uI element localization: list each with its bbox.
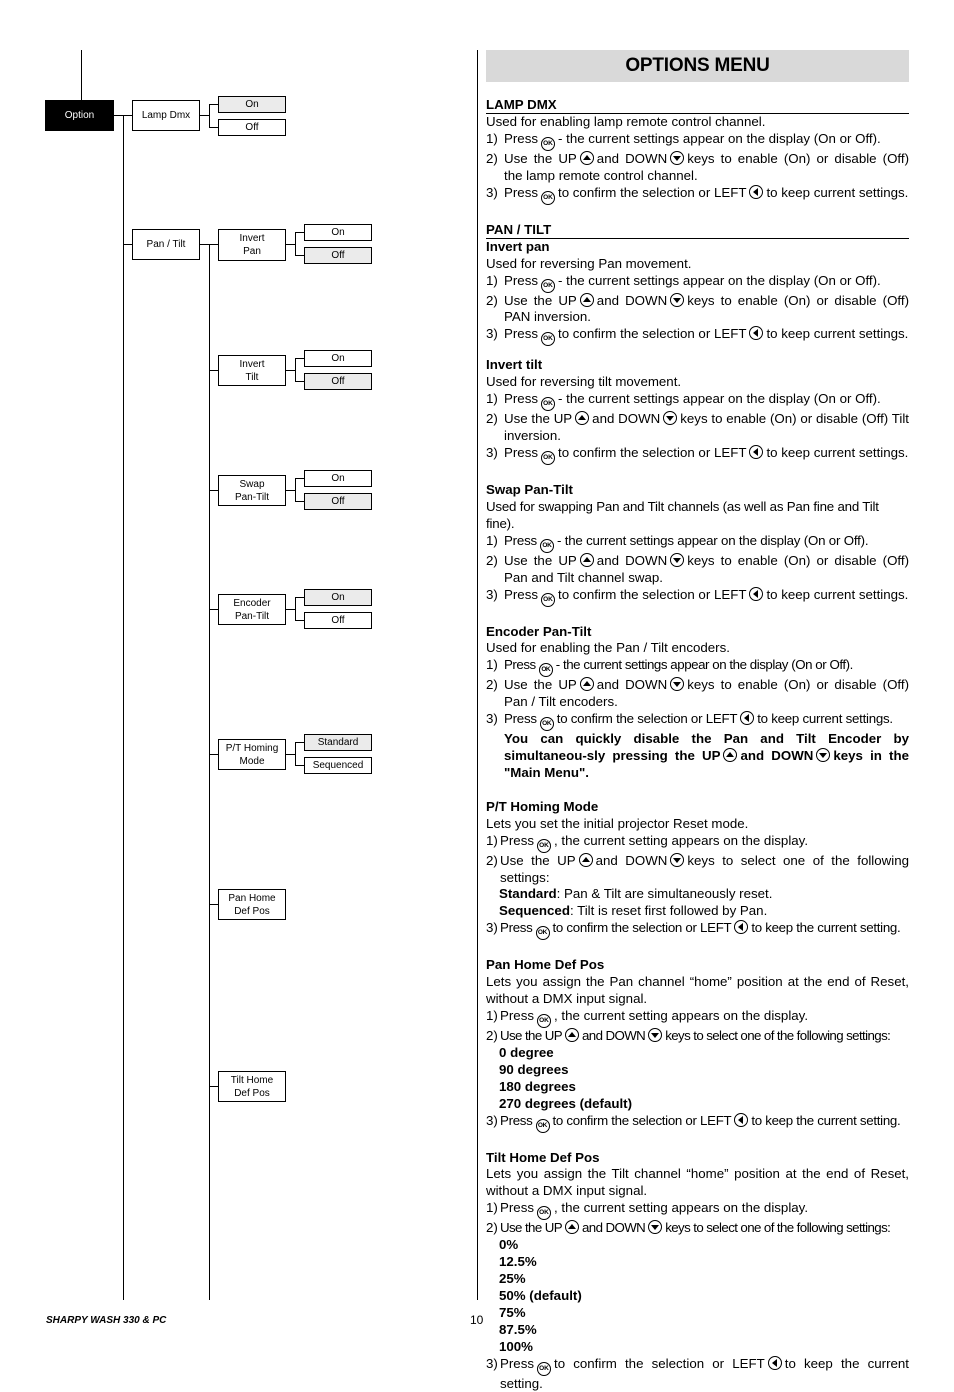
homing-standard-line: Standard: Pan & Tilt are simultaneously reset. — [486, 886, 909, 903]
ok-key-icon: OK — [536, 926, 550, 940]
ok-key-icon: OK — [541, 137, 555, 151]
options-menu-text — [486, 50, 909, 1392]
left-key-icon — [768, 1356, 782, 1370]
page-title: OPTIONS MENU — [486, 50, 909, 82]
page-number: 10 — [470, 1313, 483, 1327]
list-item: 1) Press OK - the current settings appear on the display (On or Off). — [486, 131, 909, 151]
invert-pan-on-option: On — [304, 224, 372, 241]
encoder-note: You can quickly disable the Pan and Tilt Encoder by simultaneou-sly pressing the UP and DOWN keys in the "Main Menu". — [486, 731, 909, 782]
left-key-icon — [749, 185, 763, 199]
list-item: 2) Use the UP and DOWN keys to enable (On) or disable (Off) the lamp remote control channel. — [486, 151, 909, 185]
list-item: 2) Use the UP and DOWN keys to select one of the following settings: — [486, 1220, 909, 1237]
lamp-dmx-off-option: Off — [218, 119, 286, 136]
pan-home-def-pos-node: Pan Home Def Pos — [218, 889, 286, 920]
invert-tilt-title: Invert tilt — [486, 357, 909, 374]
pan-home-def-pos-title: Pan Home Def Pos — [486, 957, 909, 974]
down-key-icon — [670, 151, 684, 165]
down-key-icon — [648, 1028, 662, 1042]
tilt-home-def-pos-title: Tilt Home Def Pos — [486, 1150, 909, 1167]
pan-tilt-title: PAN / TILT — [486, 222, 909, 239]
down-key-icon — [670, 677, 684, 691]
invert-tilt-off-option: Off — [304, 373, 372, 390]
pt-homing-mode-node: P/T Homing Mode — [218, 739, 286, 770]
ok-key-icon: OK — [541, 451, 555, 465]
column-divider — [477, 50, 478, 1300]
pan-home-def-pos-desc: Lets you assign the Pan channel “home” position at the end of Reset, without a DMX input signal. — [486, 974, 909, 1008]
list-item: 3) Press OK to confirm the selection or LEFT to keep the current setting. — [486, 1113, 909, 1133]
ok-key-icon: OK — [541, 397, 555, 411]
tilt-home-values: 0% 12.5% 25% 50% (default) 75% 87.5% 100% — [486, 1237, 909, 1355]
up-key-icon — [579, 853, 593, 867]
invert-pan-desc: Used for reversing Pan movement. — [486, 256, 909, 273]
lamp-dmx-node: Lamp Dmx — [132, 100, 200, 131]
swap-pan-tilt-on-option: On — [304, 470, 372, 487]
pt-homing-mode-desc: Lets you set the initial projector Reset mode. — [486, 816, 909, 833]
list-item: 2) Use the UP and DOWN keys to select one of the following settings: — [486, 1028, 909, 1045]
left-key-icon — [749, 445, 763, 459]
list-item: 1) Press OK - the current settings appear on the display (On or Off). — [486, 533, 909, 553]
list-item: 3) Press OK to confirm the selection or LEFT to keep current settings. — [486, 185, 909, 205]
pt-homing-sequenced-option: Sequenced — [304, 757, 372, 774]
tilt-home-def-pos-node: Tilt Home Def Pos — [218, 1071, 286, 1102]
left-key-icon — [749, 326, 763, 340]
list-item: 3) Press OK to confirm the selection or LEFT to keep the current setting. — [486, 1356, 909, 1392]
tree-trunk — [123, 115, 124, 1300]
pt-homing-standard-option: Standard — [304, 734, 372, 751]
swap-pan-tilt-desc: Used for swapping Pan and Tilt channels (as well as Pan fine and Tilt fine). — [486, 499, 909, 533]
list-item: 3) Press OK to confirm the selection or LEFT to keep the current setting. — [486, 920, 909, 940]
invert-pan-node: Invert Pan — [218, 229, 286, 261]
list-item: 1) Press OK , the current setting appears on the display. — [486, 1200, 909, 1220]
down-key-icon — [670, 553, 684, 567]
up-key-icon — [580, 677, 594, 691]
up-key-icon — [565, 1220, 579, 1234]
list-item: 2) Use the UP and DOWN keys to enable (On) or disable (Off) Pan and Tilt channel swap. — [486, 553, 909, 587]
list-item: 2) Use the UP and DOWN keys to enable (On) or disable (Off) Pan / Tilt encoders. — [486, 677, 909, 711]
list-item: 1) Press OK , the current setting appears on the display. — [486, 833, 909, 853]
ok-key-icon: OK — [537, 1014, 551, 1028]
down-key-icon — [663, 411, 677, 425]
left-key-icon — [740, 711, 754, 725]
lamp-dmx-on-option: On — [218, 96, 286, 113]
down-key-icon — [816, 748, 830, 762]
up-key-icon — [580, 293, 594, 307]
ok-key-icon: OK — [540, 539, 554, 553]
list-item: 1) Press OK , the current setting appears on the display. — [486, 1008, 909, 1028]
invert-tilt-node: Invert Tilt — [218, 355, 286, 386]
list-item: 3) Press OK to confirm the selection or LEFT to keep current settings. — [486, 711, 909, 731]
list-item: 2) Use the UP and DOWN keys to enable (On) or disable (Off) PAN inversion. — [486, 293, 909, 327]
encoder-pan-tilt-title: Encoder Pan-Tilt — [486, 624, 909, 641]
down-key-icon — [670, 293, 684, 307]
ok-key-icon: OK — [541, 279, 555, 293]
list-item: 1) Press OK - the current settings appear on the display (On or Off). — [486, 273, 909, 293]
ok-key-icon: OK — [539, 663, 553, 677]
invert-tilt-desc: Used for reversing tilt movement. — [486, 374, 909, 391]
left-key-icon — [734, 920, 748, 934]
ok-key-icon: OK — [541, 593, 555, 607]
lamp-dmx-desc: Used for enabling lamp remote control channel. — [486, 114, 909, 131]
encoder-pan-tilt-desc: Used for enabling the Pan / Tilt encoders. — [486, 640, 909, 657]
invert-pan-title: Invert pan — [486, 239, 909, 256]
tilt-home-def-pos-desc: Lets you assign the Tilt channel “home” position at the end of Reset, without a DMX input signal. — [486, 1166, 909, 1200]
up-key-icon — [575, 411, 589, 425]
list-item: 3) Press OK to confirm the selection or LEFT to keep current settings. — [486, 587, 909, 607]
list-item: 1) Press OK - the current settings appear on the display (On or Off). — [486, 391, 909, 411]
ok-key-icon: OK — [537, 839, 551, 853]
swap-pan-tilt-off-option: Off — [304, 493, 372, 510]
list-item: 1) Press OK - the current settings appear on the display (On or Off). — [486, 657, 909, 677]
swap-pan-tilt-title: Swap Pan-Tilt — [486, 482, 909, 499]
homing-sequenced-line: Sequenced: Tilt is reset first followed by Pan. — [486, 903, 909, 920]
up-key-icon — [580, 151, 594, 165]
list-item: 3) Press OK to confirm the selection or LEFT to keep current settings. — [486, 326, 909, 346]
ok-key-icon: OK — [536, 1119, 550, 1133]
pan-home-values: 0 degree 90 degrees 180 degrees 270 degrees (default) — [486, 1045, 909, 1113]
footer-product: SHARPY WASH 330 & PC — [46, 1315, 166, 1326]
down-key-icon — [670, 853, 684, 867]
ok-key-icon: OK — [537, 1362, 551, 1376]
ok-key-icon: OK — [540, 717, 554, 731]
up-key-icon — [565, 1028, 579, 1042]
up-key-icon — [723, 748, 737, 762]
list-item: 3) Press OK to confirm the selection or LEFT to keep current settings. — [486, 445, 909, 465]
option-node: Option — [45, 100, 114, 131]
ok-key-icon: OK — [541, 191, 555, 205]
left-key-icon — [749, 587, 763, 601]
encoder-pan-tilt-node: Encoder Pan-Tilt — [218, 594, 286, 625]
list-item: 2) Use the UP and DOWN keys to select one of the following settings: — [486, 853, 909, 887]
tree-line — [81, 50, 82, 100]
pan-tilt-node: Pan / Tilt — [132, 229, 200, 260]
swap-pan-tilt-node: Swap Pan-Tilt — [218, 475, 286, 506]
down-key-icon — [648, 1220, 662, 1234]
pan-tilt-branch — [209, 244, 210, 1300]
invert-tilt-on-option: On — [304, 350, 372, 367]
up-key-icon — [580, 553, 594, 567]
pt-homing-mode-title: P/T Homing Mode — [486, 799, 909, 816]
ok-key-icon: OK — [537, 1206, 551, 1220]
invert-pan-off-option: Off — [304, 247, 372, 264]
left-key-icon — [734, 1113, 748, 1127]
lamp-dmx-title: LAMP DMX — [486, 97, 909, 114]
list-item: 2) Use the UP and DOWN keys to enable (On) or disable (Off) Tilt inversion. — [486, 411, 909, 445]
encoder-pan-tilt-off-option: Off — [304, 612, 372, 629]
encoder-pan-tilt-on-option: On — [304, 589, 372, 606]
ok-key-icon: OK — [541, 332, 555, 346]
